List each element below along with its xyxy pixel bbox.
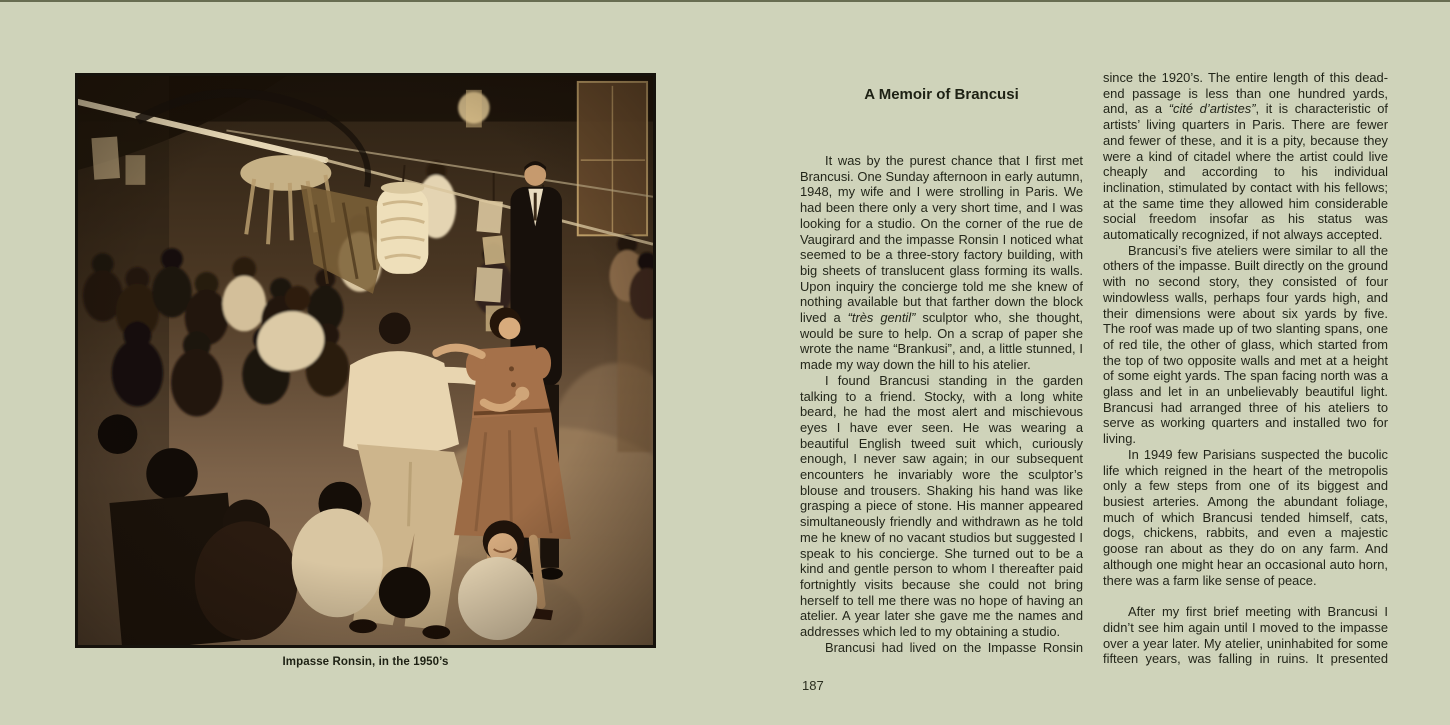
paragraph: Brancusi’s five ateliers were similar to all the others of the impasse. Built directly on the ground with no second story, they consisted of four windowless walls, perhaps four yards high, and their dimensions were about six yards by five. The roof was made up of two slanting spans, one of red tile, the other of glass, which started from the top of two opposite walls and met at a height of some eight yards. The span facing north was a glass and let in an unbelievably beautiful light. Brancusi had arranged three of his ateliers to serve as working quarters and installed two for living. xyxy=(1103,242,1388,447)
paragraph: In 1949 few Parisians suspected the bucolic life which reigned in the heart of the metropolis only a few steps from one of its biggest and busiest arteries. Among the abundant foliage, much of which Brancusi tended himself, cats, dogs, chickens, rabbits, and even a majestic goose ran about as they do on any farm. And although one might hear an occasional auto horn, there was a farm like sense of peace. xyxy=(1103,446,1388,588)
text-column-2 xyxy=(1103,70,1388,667)
paragraph: Brancusi had lived on the Impasse Ronsin xyxy=(825,639,1083,655)
paragraph: After my first brief meeting with Brancusi I didn’t see him again until I moved to the impasse over a year later. My atelier, uninhabited for some fifteen years, was falling in ruins. It presented xyxy=(1103,604,1388,667)
paragraph: It was by the purest chance that I first met Brancusi. One Sunday afternoon in early autumn, 1948, my wife and I were strolling in Paris. We had been there only a very short time, and I was looking for a studio. On the corner of the rue de Vaugirard and the impasse Ronsin I noticed what seemed to be a three-story factory building, with big sheets of translucent glass forming its walls. Upon inquiry the concierge told me she knew of nothing available but that farther down the block lived a “très gentil” sculptor who, she thought, would be sure to help. On a scrap of paper she wrote the name “Brankusi”, and, a little stunned, I made my way down the hill to his atelier. xyxy=(800,153,1083,373)
photo-illustration xyxy=(78,76,653,645)
photo-frame xyxy=(75,73,656,648)
paragraph: since the 1920’s. The entire length of this dead-end passage is less than one hundred yards, and, as a “cité d’artistes”, it is characteristic of artists’ living quarters in Paris. There are fewer and fewer of these, and it is a pity, because they were a kind of citadel where the artist could live cheaply and according to his individual inclination, stimulated by contact with his fellows; at the same time they allowed him considerable social freedom insofar as his status was automatically recognized, if not always accepted. xyxy=(1103,70,1388,243)
impasse-ronsin-photo xyxy=(75,73,656,668)
page-number: 187 xyxy=(802,678,824,693)
page-top-rule xyxy=(0,0,1450,2)
photo-caption: Impasse Ronsin, in the 1950’s xyxy=(282,656,449,668)
article-title: A Memoir of Brancusi xyxy=(864,86,1019,104)
paragraph: I found Brancusi standing in the garden talking to a friend. Stocky, with a long white beard, he had the most alert and mischievous eyes I have ever seen. He was wearing a beautiful English tweed suit which, curiously enough, I never saw again; in our subsequent encounters he invariably wore the sculptor’s blouse and trousers. Shaking his hand was like grasping a piece of stone. His manner appeared simultaneously friendly and withdrawn as he told me he knew of no vacant studios but suggested I speak to his concierge. She turned out to be a kind and gentle person to whom I thereafter paid fortnightly visits because she could not bring herself to tell me there was no hope of having an atelier. A year later she gave me the names and addresses which led to my obtaining a studio. xyxy=(800,372,1083,640)
text-column-1 xyxy=(800,153,1083,656)
